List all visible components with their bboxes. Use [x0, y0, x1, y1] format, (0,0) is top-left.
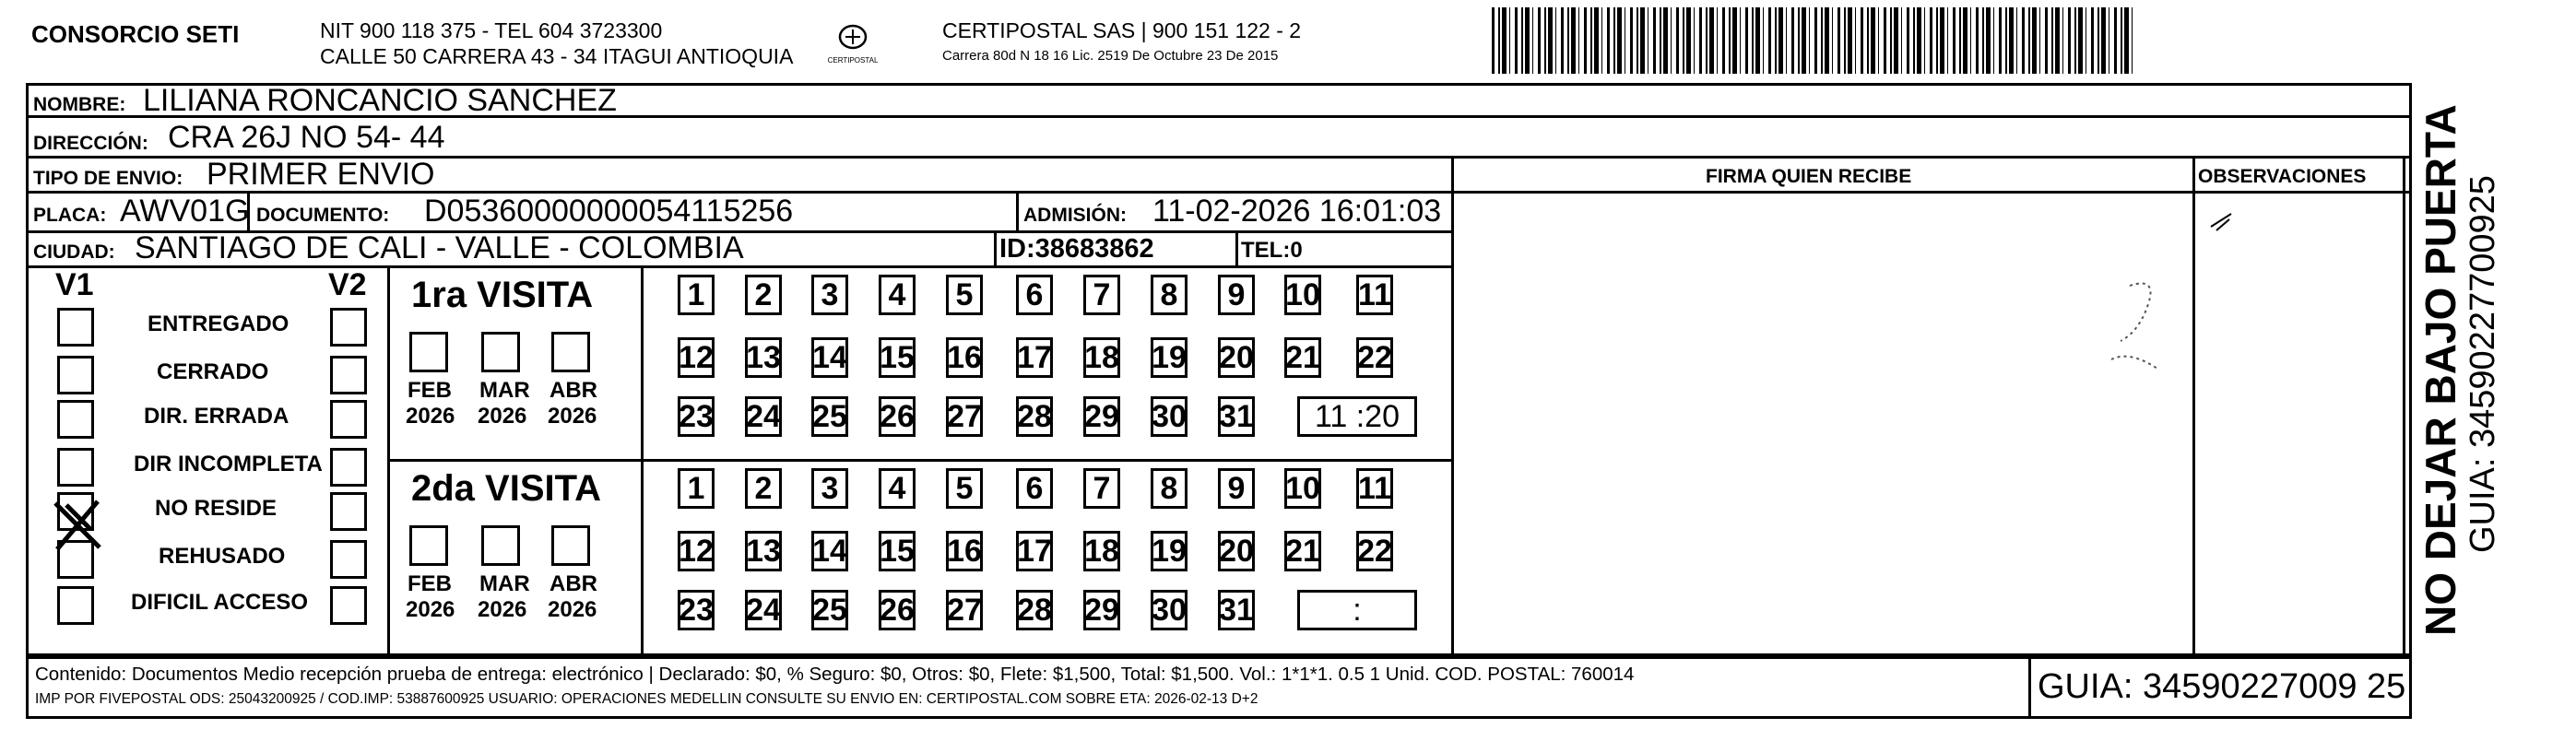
day-checkbox[interactable]: 4 [879, 275, 916, 315]
status-option-label: DIR INCOMPLETA [134, 452, 323, 476]
status-option-label: DIFICIL ACCESO [131, 590, 309, 615]
status-option-label: REHUSADO [159, 544, 286, 569]
placa-label: PLACA: [33, 205, 107, 226]
observaciones-mark [2204, 208, 2240, 236]
certipostal-logo [827, 20, 879, 72]
day-checkbox[interactable]: 3 [811, 468, 848, 509]
day-checkbox[interactable]: 6 [1016, 275, 1053, 315]
day-checkbox[interactable]: 23 [678, 396, 715, 437]
ciudad-label: CIUDAD: [33, 241, 115, 263]
v1-label: V1 [55, 267, 94, 302]
tel-value: TEL:0 [1241, 238, 1303, 263]
month-checkbox[interactable] [481, 332, 520, 372]
firma-label: FIRMA QUIEN RECIBE [1706, 166, 1912, 187]
day-checkbox[interactable]: 17 [1016, 337, 1053, 378]
month-label: FEB [408, 378, 452, 403]
month-year: 2026 [548, 404, 597, 429]
status-checkbox-v1[interactable] [57, 586, 94, 625]
day-checkbox[interactable]: 8 [1151, 275, 1188, 315]
day-checkbox[interactable]: 23 [678, 590, 715, 630]
day-checkbox[interactable]: 22 [1356, 531, 1393, 571]
month-checkbox[interactable] [551, 525, 590, 566]
day-checkbox[interactable]: 5 [946, 275, 983, 315]
nombre-label: NOMBRE: [33, 94, 126, 115]
visita1-title: 1ra VISITA [411, 275, 594, 315]
day-checkbox[interactable]: 24 [745, 396, 782, 437]
status-checkbox-v1[interactable] [57, 308, 94, 347]
status-option-label: NO RESIDE [155, 496, 278, 521]
status-checkbox-v2[interactable] [330, 448, 367, 487]
status-checkbox-v2[interactable] [330, 400, 367, 439]
company-name: CONSORCIO SETI [31, 20, 240, 48]
footer-contenido: Contenido: Documentos Medio recepción prueba de entrega: electrónico | Declarado: $0, % Seguro: $0, Otros: $0, Flete: $1,500, Total: $1,500. Vol.: 1*1*1. 0.5 1 Unid. COD. POSTAL: 760014 [35, 664, 1635, 685]
footer-guia: GUIA: 34590227009 25 [2038, 667, 2406, 706]
observaciones-label: OBSERVACIONES [2198, 166, 2367, 187]
visita2-title: 2da VISITA [411, 468, 601, 509]
barcode [1492, 7, 2137, 74]
footer-imp: IMP POR FIVEPOSTAL ODS: 25043200925 / COD.IMP: 53887600925 USUARIO: OPERACIONES MEDELLIN CONSULTE SU ENVIO EN: CERTIPOSTAL.COM SOBRE ETA: 2026-02-13 D+2 [35, 691, 1258, 707]
status-option-label: DIR. ERRADA [144, 404, 290, 429]
ciudad-value: SANTIAGO DE CALI - VALLE - COLOMBIA [135, 230, 744, 265]
month-year: 2026 [406, 597, 455, 622]
day-checkbox[interactable]: 5 [946, 468, 983, 509]
documento-value: D05360000000054115256 [424, 194, 794, 229]
day-checkbox[interactable]: 16 [946, 337, 983, 378]
month-label: ABR [549, 571, 597, 596]
day-checkbox[interactable]: 26 [879, 590, 916, 630]
day-checkbox[interactable]: 27 [946, 590, 983, 630]
day-checkbox[interactable]: 19 [1151, 531, 1188, 571]
day-checkbox[interactable]: 9 [1218, 468, 1255, 509]
day-checkbox[interactable]: 9 [1218, 275, 1255, 315]
status-checkbox-v1[interactable] [57, 400, 94, 439]
time-field[interactable]: 11 :20 [1297, 396, 1417, 437]
day-checkbox[interactable]: 2 [745, 275, 782, 315]
id-value: ID:38683862 [999, 234, 1154, 264]
month-year: 2026 [548, 597, 597, 622]
day-checkbox[interactable]: 15 [879, 337, 916, 378]
month-checkbox[interactable] [409, 525, 448, 566]
day-checkbox[interactable]: 29 [1083, 590, 1120, 630]
direccion-value: CRA 26J NO 54- 44 [168, 120, 445, 155]
day-checkbox[interactable]: 18 [1083, 531, 1120, 571]
status-checkbox-v2[interactable] [330, 308, 367, 347]
day-checkbox[interactable]: 30 [1151, 590, 1188, 630]
day-checkbox[interactable]: 14 [811, 531, 848, 571]
tipo-value: PRIMER ENVIO [207, 157, 435, 192]
day-checkbox[interactable]: 28 [1016, 396, 1053, 437]
side-guia: GUIA: 34590227700925 [2464, 175, 2502, 553]
day-checkbox[interactable]: 2 [745, 468, 782, 509]
day-checkbox[interactable]: 20 [1218, 531, 1255, 571]
side-no-dejar: NO DEJAR BAJO PUERTA [2416, 104, 2464, 636]
day-checkbox[interactable]: 26 [879, 396, 916, 437]
day-checkbox[interactable]: 21 [1284, 337, 1321, 378]
month-year: 2026 [406, 404, 455, 429]
certipostal-logo-icon [827, 20, 879, 72]
day-checkbox[interactable]: 20 [1218, 337, 1255, 378]
day-checkbox[interactable]: 7 [1083, 275, 1120, 315]
status-option-label: CERRADO [157, 359, 269, 384]
day-checkbox[interactable]: 28 [1016, 590, 1053, 630]
status-checkbox-v1[interactable] [57, 356, 94, 394]
v2-label: V2 [328, 267, 367, 302]
nit-line-1: NIT 900 118 375 - TEL 604 3723300 [320, 18, 663, 42]
signature-scribble [2093, 267, 2204, 387]
day-checkbox[interactable]: 21 [1284, 531, 1321, 571]
day-checkbox[interactable]: 31 [1218, 396, 1255, 437]
day-checkbox[interactable]: 31 [1218, 590, 1255, 630]
month-checkbox[interactable] [551, 332, 590, 372]
day-checkbox[interactable]: 4 [879, 468, 916, 509]
status-checkbox-v2[interactable] [330, 356, 367, 394]
month-label: MAR [479, 571, 530, 596]
direccion-label: DIRECCIÓN: [33, 133, 148, 154]
nombre-value: LILIANA RONCANCIO SANCHEZ [143, 83, 617, 118]
day-checkbox[interactable]: 11 [1356, 275, 1393, 315]
day-checkbox[interactable]: 10 [1284, 275, 1321, 315]
nit-line-2: CALLE 50 CARRERA 43 - 34 ITAGUI ANTIOQUIA [320, 44, 794, 68]
status-checkbox-v2[interactable] [330, 492, 367, 531]
day-checkbox[interactable]: 6 [1016, 468, 1053, 509]
day-checkbox[interactable]: 15 [879, 531, 916, 571]
month-checkbox[interactable] [481, 525, 520, 566]
time-field[interactable]: : [1297, 590, 1417, 630]
placa-value: AWV01G [120, 194, 250, 229]
day-checkbox[interactable]: 17 [1016, 531, 1053, 571]
month-year: 2026 [478, 597, 527, 622]
day-checkbox[interactable]: 11 [1356, 468, 1393, 509]
day-checkbox[interactable]: 13 [745, 337, 782, 378]
certipostal-line-2: Carrera 80d N 18 16 Lic. 2519 De Octubre 23 De 2015 [942, 48, 1279, 64]
documento-label: DOCUMENTO: [256, 205, 390, 226]
day-checkbox[interactable]: 1 [678, 275, 715, 315]
day-checkbox[interactable]: 3 [811, 275, 848, 315]
day-checkbox[interactable]: 19 [1151, 337, 1188, 378]
month-label: FEB [408, 571, 452, 596]
month-label: MAR [479, 378, 530, 403]
day-checkbox[interactable]: 30 [1151, 396, 1188, 437]
day-checkbox[interactable]: 1 [678, 468, 715, 509]
day-checkbox[interactable]: 8 [1151, 468, 1188, 509]
month-year: 2026 [478, 404, 527, 429]
certipostal-line-1: CERTIPOSTAL SAS | 900 151 122 - 2 [942, 18, 1302, 42]
day-checkbox[interactable]: 10 [1284, 468, 1321, 509]
day-checkbox[interactable]: 14 [811, 337, 848, 378]
admision-label: ADMISIÓN: [1023, 205, 1127, 226]
tipo-label: TIPO DE ENVIO: [33, 168, 183, 189]
admision-value: 11-02-2026 16:01:03 [1152, 194, 1442, 229]
day-checkbox[interactable]: 12 [678, 337, 715, 378]
handwritten-check-mark [50, 496, 105, 555]
day-checkbox[interactable]: 12 [678, 531, 715, 571]
day-checkbox[interactable]: 29 [1083, 396, 1120, 437]
status-option-label: ENTREGADO [148, 312, 290, 336]
day-checkbox[interactable]: 25 [811, 396, 848, 437]
status-checkbox-v2[interactable] [330, 540, 367, 579]
day-checkbox[interactable]: 18 [1083, 337, 1120, 378]
day-checkbox[interactable]: 13 [745, 531, 782, 571]
svg-text:CERTIPOSTAL: CERTIPOSTAL [827, 56, 879, 65]
day-checkbox[interactable]: 24 [745, 590, 782, 630]
day-checkbox[interactable]: 22 [1356, 337, 1393, 378]
day-checkbox[interactable]: 27 [946, 396, 983, 437]
day-checkbox[interactable]: 25 [811, 590, 848, 630]
day-checkbox[interactable]: 7 [1083, 468, 1120, 509]
day-checkbox[interactable]: 16 [946, 531, 983, 571]
month-label: ABR [549, 378, 597, 403]
status-checkbox-v1[interactable] [57, 448, 94, 487]
status-checkbox-v2[interactable] [330, 586, 367, 625]
month-checkbox[interactable] [409, 332, 448, 372]
